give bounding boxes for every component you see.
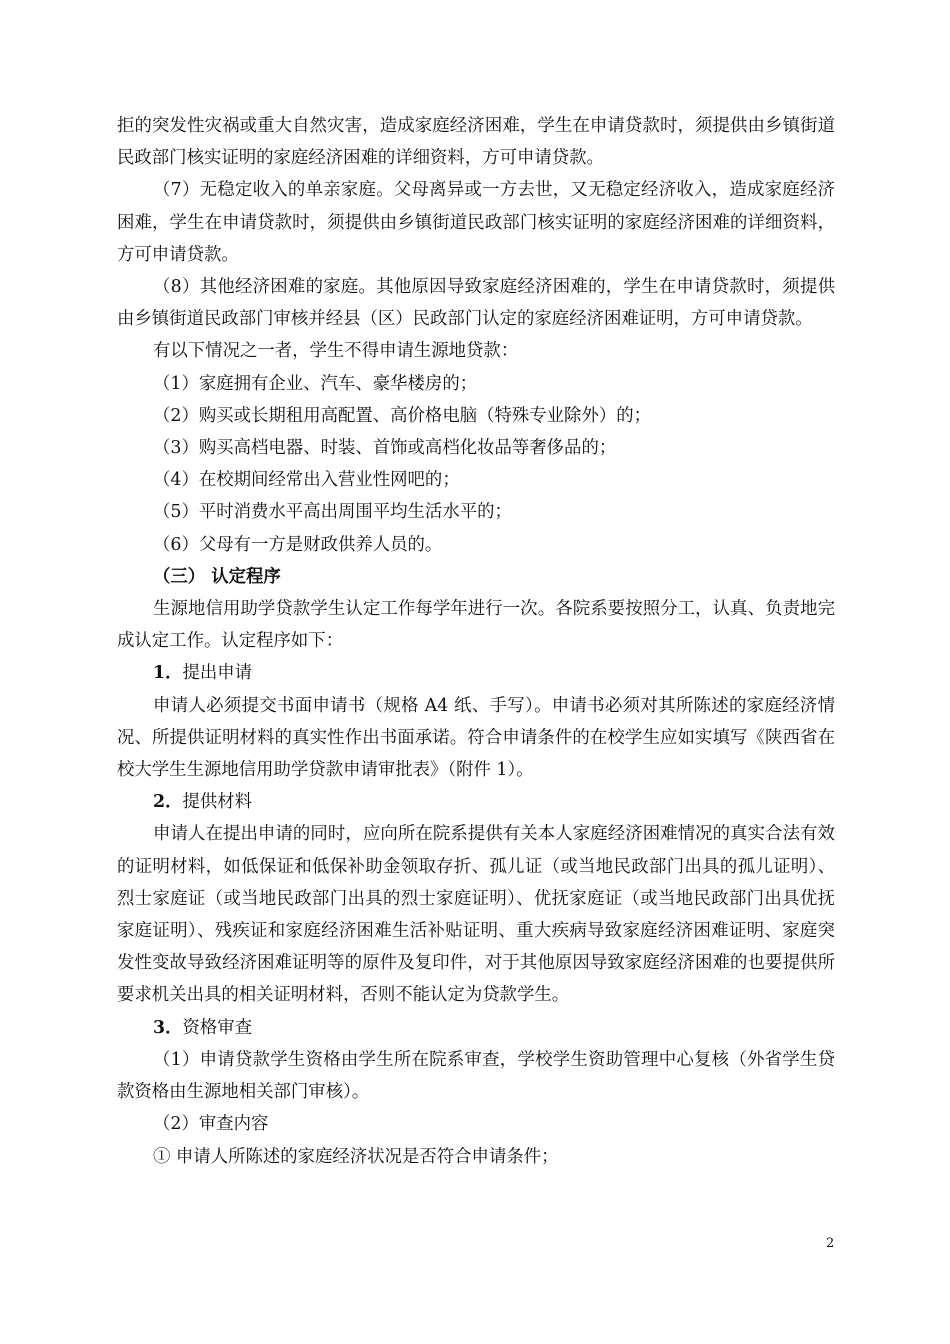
- subheading-number: 2．: [153, 792, 183, 813]
- subheading-text: 资格审查: [182, 1017, 253, 1038]
- list-item: （1）家庭拥有企业、汽车、豪华楼房的；: [153, 373, 478, 394]
- section-heading: （三） 认定程序: [153, 566, 281, 587]
- document-body: [117, 110, 835, 1173]
- subheading: [117, 657, 835, 689]
- subheading-number: 1．: [153, 663, 183, 684]
- subheading-text: 提出申请: [182, 663, 253, 684]
- paragraph: （8）其他经济困难的家庭。其他原因导致家庭经济困难的，学生在申请贷款时，须提供由乡镇街道民政部门审核并经县（区）民政部门认定的家庭经济困难证明，方可申请贷款。: [117, 277, 835, 330]
- paragraph: 申请人必须提交书面申请书（规格 A4 纸、手写）。申请书必须对其所陈述的家庭经济情况、所提供证明材料的真实性作出书面承诺。符合申请条件的在校学生应如实填写《陕西省在校大学生生源地信用助学贷款申请审批表》（附件 1）。: [117, 695, 835, 781]
- list-item: （4）在校期间经常出入营业性网吧的；: [153, 470, 460, 491]
- paragraph: 拒的突发性灾祸或重大自然灾害，造成家庭经济困难，学生在申请贷款时，须提供由乡镇街道民政部门核实证明的家庭经济困难的详细资料，方可申请贷款。: [117, 116, 835, 169]
- list-item: （5）平时消费水平高出周围平均生活水平的；: [153, 502, 512, 523]
- list-item: ① 申请人所陈述的家庭经济状况是否符合申请条件；: [153, 1146, 559, 1167]
- paragraph: 有以下情况之一者，学生不得申请生源地贷款：: [153, 341, 519, 362]
- paragraph: （2）审查内容: [153, 1114, 269, 1135]
- page-number: 2: [826, 1236, 835, 1251]
- subheading-text: 提供材料: [182, 792, 253, 813]
- subheading: [117, 786, 835, 818]
- paragraph: （7）无稳定收入的单亲家庭。父母离异或一方去世，又无稳定经济收入，造成家庭经济困难，学生在申请贷款时，须提供由乡镇街道民政部门核实证明的家庭经济困难的详细资料，方可申请贷款。: [117, 180, 835, 265]
- list-item: （3）购买高档电器、时装、首饰或高档化妆品等奢侈品的；: [153, 438, 617, 459]
- paragraph: 申请人在提出申请的同时，应向所在院系提供有关本人家庭经济困难情况的真实合法有效的证明材料，如低保证和低保补助金领取存折、孤儿证（或当地民政部门出具的孤儿证明）、烈士家庭证（或当地民政部门出具的烈士家庭证明）、优抚家庭证（或当地民政部门出具优抚家庭证明）、残疾证和家庭经济困难生活补贴证明、重大疾病导致家庭经济困难证明、家庭突发性变故导致经济困难证明等的原件及复印件，对于其他原因导致家庭经济困难的也要提供所要求机关出具的相关证明材料，否则不能认定为贷款学生。: [117, 824, 835, 1006]
- subheading: [117, 1012, 835, 1044]
- subheading-number: 3．: [153, 1017, 183, 1038]
- list-item: （2）购买或长期租用高配置、高价格电脑（特殊专业除外）的；: [153, 405, 652, 426]
- paragraph: 生源地信用助学贷款学生认定工作每学年进行一次。各院系要按照分工，认真、负责地完成认定工作。认定程序如下：: [117, 599, 835, 652]
- paragraph: （1）申请贷款学生资格由学生所在院系审查，学校学生资助管理中心复核（外省学生贷款资格由生源地相关部门审核）。: [117, 1049, 835, 1103]
- list-item: （6）父母有一方是财政供养人员的。: [153, 534, 443, 555]
